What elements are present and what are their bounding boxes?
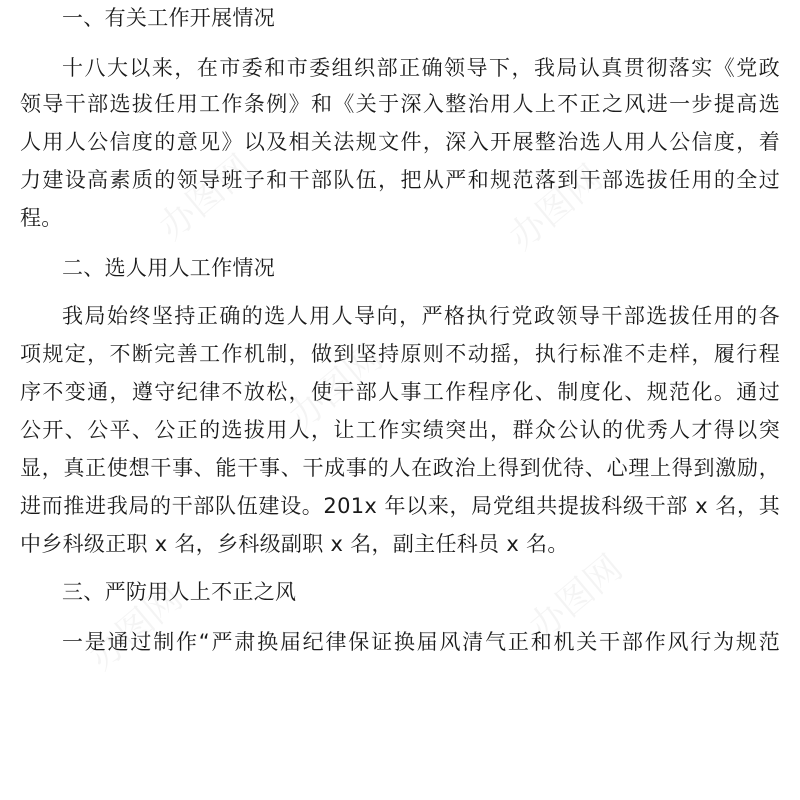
watermark <box>146 141 262 249</box>
section-heading: 一、有关工作开展情况 <box>62 6 275 30</box>
paragraph-line: 中乡科级正职 x 名，乡科级副职 x 名，副主任科员 x 名。 <box>20 532 569 556</box>
paragraph-line: 进而推进我局的干部队伍建设。201x 年以来，局党组共提拔科级干部 x 名，其 <box>20 494 780 518</box>
paragraph-line: 程。 <box>20 206 63 230</box>
paragraph-line: 公开、公平、公正的选拔用人，让工作实绩突出，群众公认的优秀人才得以突 <box>20 418 780 442</box>
paragraph-line: 序不变通，遵守纪律不放松，使干部人事工作程序化、制度化、规范化。通过 <box>20 380 780 404</box>
paragraph-line: 人用人公信度的意见》以及相关法规文件，深入开展整治选人用人公信度，着 <box>20 130 780 154</box>
paragraph-line: 项规定，不断完善工作机制，做到坚持原则不动摇，执行标准不走样，履行程 <box>20 342 780 366</box>
paragraph-line: 显，真正使想干事、能干事、干成事的人在政治上得到优待、心理上得到激励， <box>20 456 780 480</box>
section-heading: 三、严防用人上不正之风 <box>62 580 297 604</box>
paragraph-line: 力建设高素质的领导班子和干部队伍，把从严和规范落到干部选拔任用的全过 <box>20 168 780 192</box>
paragraph-line: 十八大以来，在市委和市委组织部正确领导下，我局认真贯彻落实《党政 <box>62 56 780 80</box>
section-heading: 二、选人用人工作情况 <box>62 256 275 280</box>
paragraph-line: 我局始终坚持正确的选人用人导向，严格执行党政领导干部选拔任用的各 <box>62 304 780 328</box>
paragraph-line: 领导干部选拔任用工作条例》和《关于深入整治用人上不正之风进一步提高选 <box>20 92 780 116</box>
paragraph-line: 一是通过制作“严肃换届纪律保证换届风清气正和机关干部作风行为规范 <box>62 630 780 654</box>
